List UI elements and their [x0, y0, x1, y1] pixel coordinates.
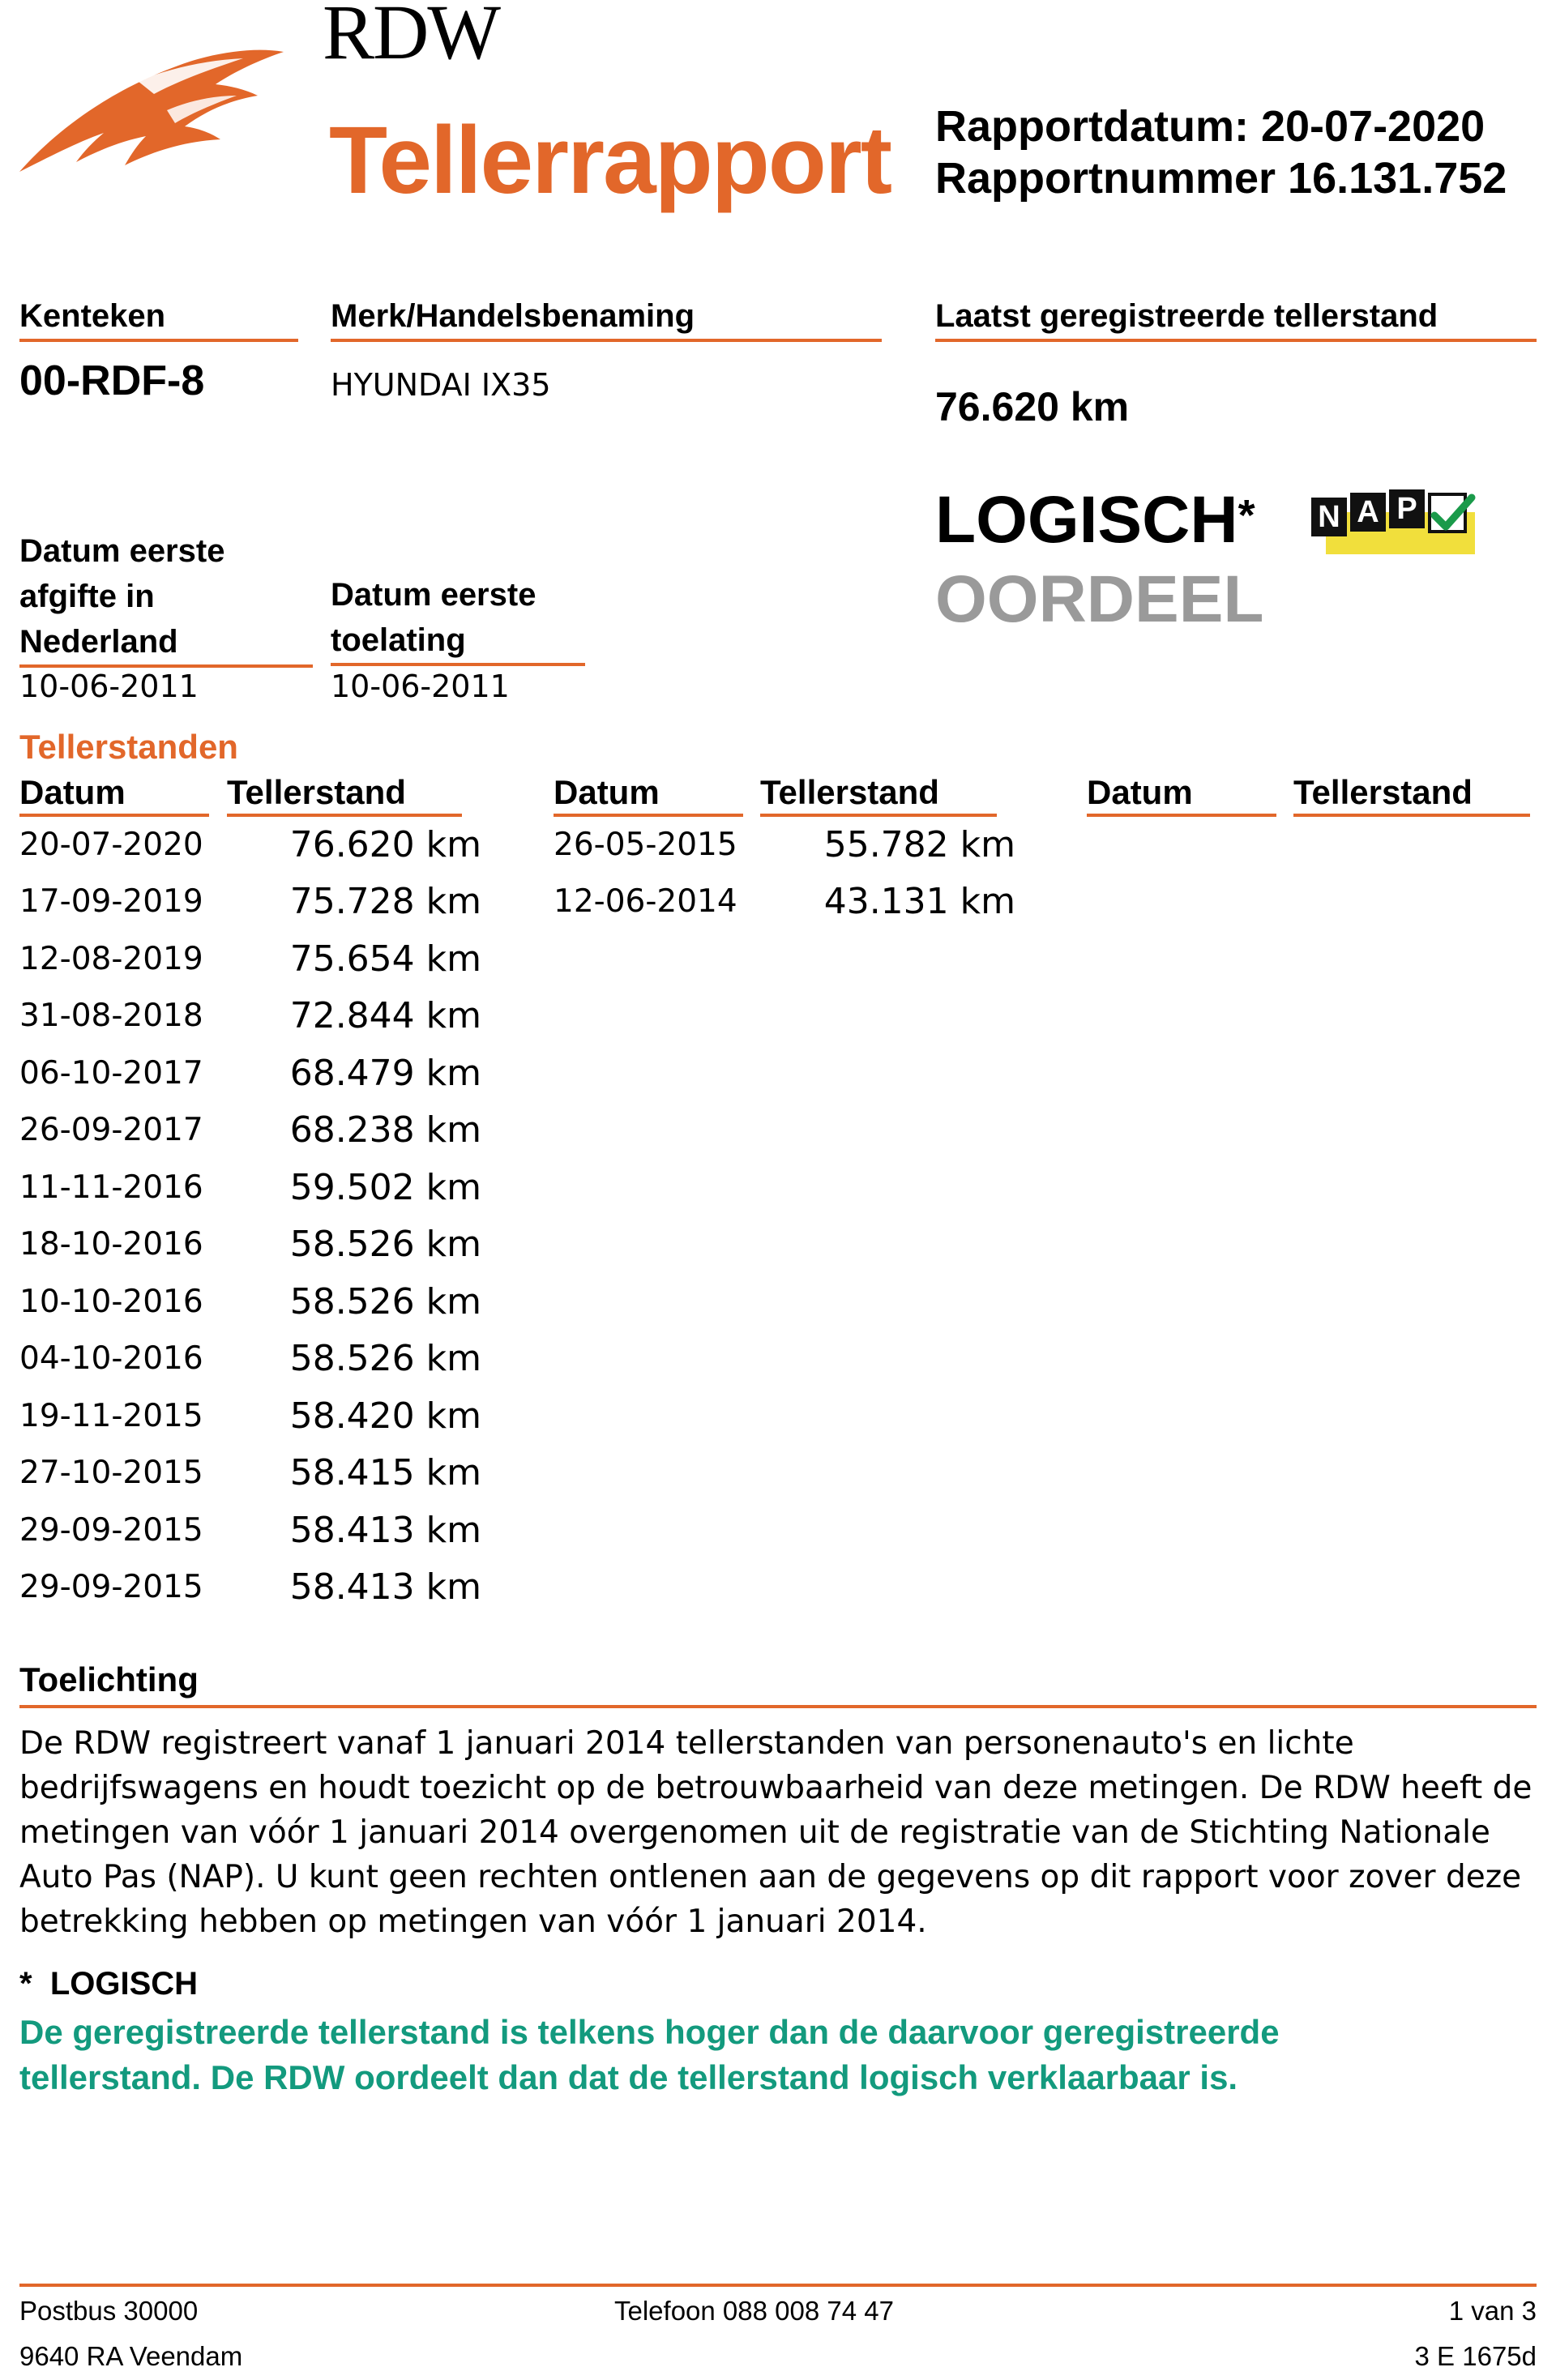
footer-address-line2: 9640 RA Veendam	[19, 2341, 243, 2371]
rdw-wordmark: RDW	[323, 0, 499, 75]
col3-date-header: Datum	[1087, 771, 1276, 817]
rdw-logo	[16, 32, 288, 178]
explanation-text: De RDW registreert vanaf 1 januari 2014 tellerstanden van personenauto's en lichte bedrijfswagens en houdt toezicht op de betrouwbaarheid van deze metingen. De RDW heeft de metingen van vóór 1 januari 2014 overgenomen uit de registratie van de Stichting Nationale Auto Pas (NAP). U kunt geen rechten ontlenen aan de gegevens op dit rapport voor zover deze betrekking hebben op metingen van vóór 1 januari 2014.	[19, 1725, 1532, 1940]
verdict-note-title: LOGISCH	[49, 1966, 199, 2002]
last-reading-label: Laatst geregistreerde tellerstand	[935, 293, 1537, 342]
verdict-note-heading	[19, 1961, 198, 2006]
footer-address-line1: Postbus 30000	[19, 2296, 199, 2326]
verdict-note-text: De geregistreerde tellerstand is telkens hoger dan de daarvoor geregistreerde tellerstand. De RDW oordeelt dan dat de tellerstand logisch verklaarbaar is.	[19, 2013, 1280, 2096]
col2-date-header: Datum	[554, 771, 743, 817]
footer-page-number: 1 van 3	[1448, 2296, 1537, 2326]
last-reading-value: 76.620 km	[935, 384, 1130, 429]
nap-letter-p: P	[1389, 489, 1425, 528]
report-title: Tellerrapport	[329, 107, 891, 214]
col3-value-header: Tellerstand	[1293, 771, 1530, 817]
verdict-label: OORDEEL	[935, 562, 1264, 636]
footer-phone: Telefoon 088 008 74 47	[614, 2296, 894, 2326]
nap-letter-n: N	[1311, 498, 1347, 536]
footer-document-code: 3 E 1675d	[1414, 2341, 1537, 2371]
footer-rule	[19, 2284, 1537, 2287]
col1-value-header: Tellerstand	[227, 771, 462, 817]
readings-title: Tellerstanden	[19, 728, 238, 766]
rdw-wing-logo-icon	[16, 32, 288, 178]
col2-value-header: Tellerstand	[760, 771, 997, 817]
verdict-value: LOGISCH	[935, 483, 1238, 557]
report-number: Rapportnummer 16.131.752	[935, 154, 1507, 203]
report-date: Rapportdatum: 20-07-2020	[935, 102, 1485, 151]
make-label: Merk/Handelsbenaming	[331, 293, 882, 342]
nap-letter-a: A	[1350, 493, 1386, 532]
plate-value: 00-RDF-8	[19, 357, 205, 404]
nap-badge	[1306, 489, 1478, 558]
first-registration-nl-label: Datum eerste afgifte in Nederland	[19, 528, 313, 668]
make-value: HYUNDAI IX35	[331, 367, 551, 403]
first-admission-value: 10-06-2011	[331, 669, 510, 704]
col1-date-header: Datum	[19, 771, 209, 817]
explanation-title: Toelichting	[19, 1655, 1537, 1708]
verdict-logisch	[935, 485, 1255, 556]
first-registration-nl-value: 10-06-2011	[19, 669, 199, 704]
verdict-note-star: *	[19, 1966, 32, 2002]
verdict-star: *	[1238, 491, 1255, 540]
plate-label: Kenteken	[19, 293, 298, 342]
nap-check-icon	[1428, 489, 1480, 538]
first-admission-label: Datum eerste toelating	[331, 572, 585, 666]
